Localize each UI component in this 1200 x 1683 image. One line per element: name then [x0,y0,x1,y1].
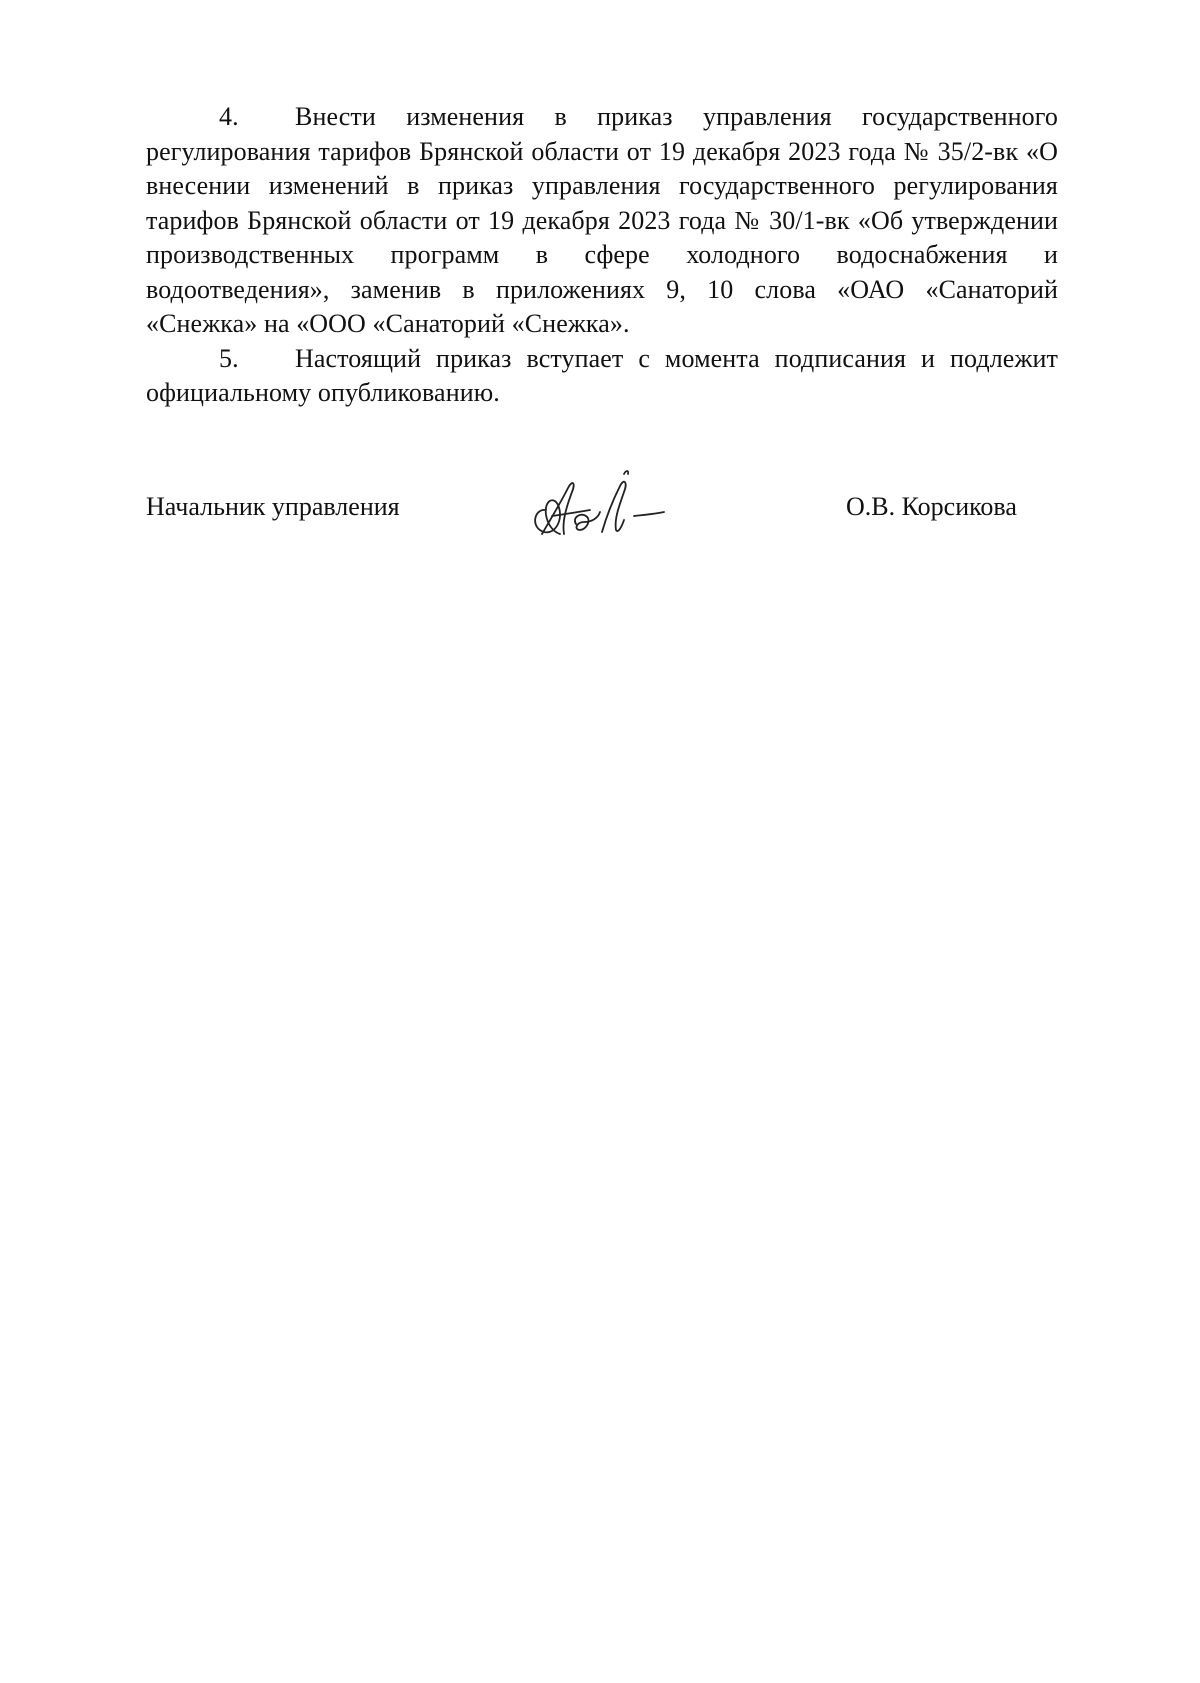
paragraph-item-4 [146,100,1058,342]
paragraph-number: 5. [219,343,239,373]
signer-name: О.В. Корсикова [846,492,1017,521]
paragraph-text: Внести изменения в приказ управления государственного регулирования тарифов Брянской области от 19 декабря 2023 года № 35/2-вк «О внесении изменений в приказ управления государственного регулирования тарифов Брянской области от 19 декабря 2023 года № 30/1-вк «Об утверждении производственных программ в сфере холодного водоснабжения и водоотведения», заменив в приложениях 9, 10 слова «ОАО «Санаторий «Снежка» на «ООО «Санаторий «Снежка». [146,102,1058,338]
handwritten-signature [516,460,696,550]
signature-block [146,460,1058,550]
signer-position: Начальник управления [146,492,400,521]
paragraph-item-5 [146,342,1058,411]
document-body [146,100,1058,411]
paragraph-number: 4. [219,102,239,131]
paragraph-text: Настоящий приказ вступает с момента подписания и подлежит официальному опубликованию. [146,343,1058,407]
